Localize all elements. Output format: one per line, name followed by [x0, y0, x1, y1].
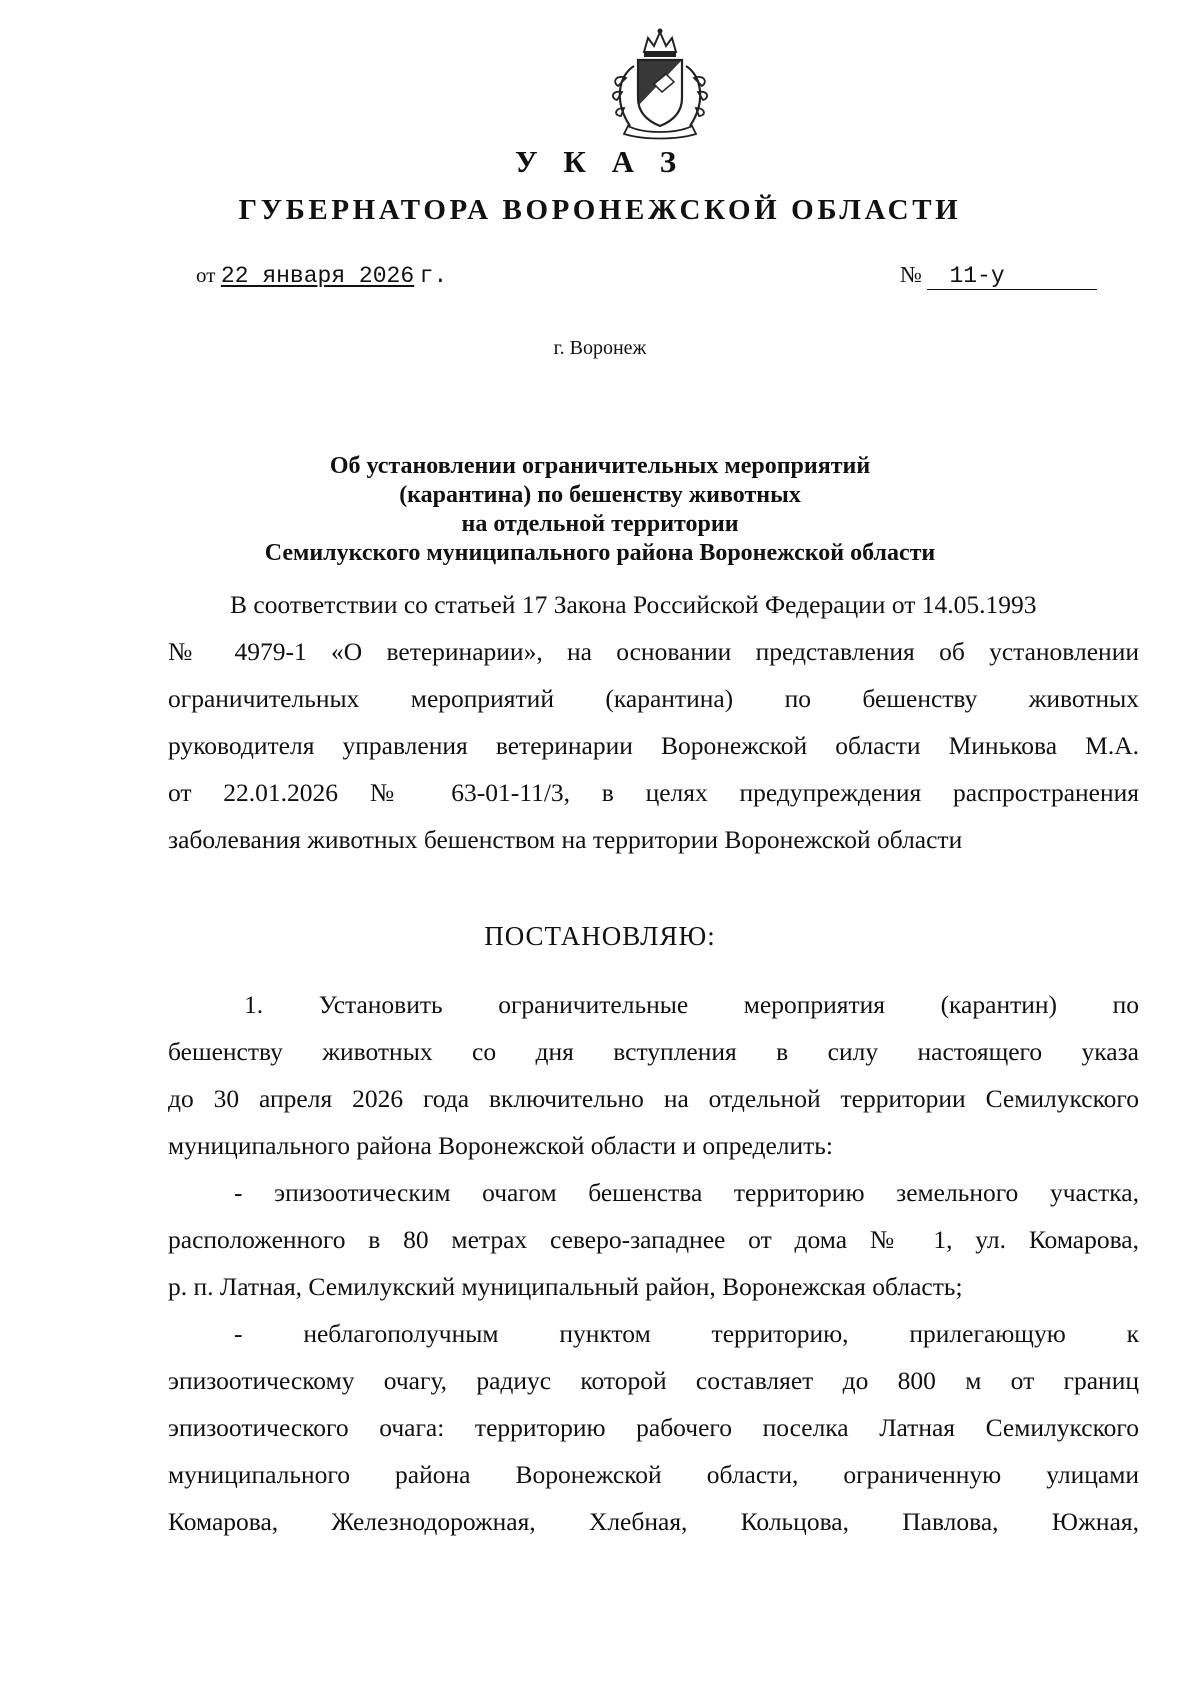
- heading-line: Об установлении ограничительных мероприятий: [329, 453, 871, 479]
- document-heading: [0, 452, 1200, 568]
- body-line: эпизоотического очага: территорию рабочего поселка Латная Семилукского: [168, 1413, 1139, 1442]
- date-field: [196, 260, 447, 291]
- body-line: до 30 апреля 2026 года включительно на отдельной территории Семилукского: [168, 1084, 1139, 1113]
- body-line: расположенного в 80 метрах северо-западнее от дома № 1, ул. Комарова,: [168, 1225, 1139, 1254]
- body-line: бешенству животных со дня вступления в силу настоящего указа: [168, 1037, 1139, 1066]
- document-type-title: У К А З: [514, 144, 686, 179]
- date-prefix: от: [196, 263, 216, 287]
- number-sign: №: [900, 262, 922, 287]
- preamble-line: руководителя управления ветеринарии Воронежской области Минькова М.А.: [168, 731, 1139, 760]
- city-label: г. Воронеж: [553, 337, 647, 359]
- body-line: муниципального района Воронежской области, ограниченную улицами: [168, 1460, 1139, 1489]
- number-field: [900, 260, 1097, 290]
- preamble-line: ограничительных мероприятий (карантина) по бешенству животных: [168, 684, 1139, 713]
- decree-word: ПОСТАНОВЛЯЮ:: [484, 921, 716, 951]
- body-line: эпизоотическому очагу, радиус которой составляет до 800 м от границ: [168, 1366, 1139, 1395]
- preamble-line: В соответствии со статьей 17 Закона Российской Федерации от 14.05.1993: [230, 590, 1037, 619]
- body-line: - неблагополучным пунктом территорию, прилегающую к: [234, 1319, 1139, 1348]
- date-suffix: г.: [419, 263, 448, 289]
- preamble-line: № 4979-1 «О ветеринарии», на основании представления об установлении: [168, 637, 1139, 666]
- body-line: Комарова, Железнодорожная, Хлебная, Кольцова, Павлова, Южная,: [168, 1507, 1139, 1536]
- date-value: 22 января 2026: [220, 263, 415, 289]
- coat-of-arms-icon: [604, 26, 716, 140]
- body-line: 1. Установить ограничительные мероприятия (карантин) по: [244, 990, 1139, 1019]
- number-value: 11-у: [927, 263, 1097, 290]
- heading-line: на отдельной территории: [461, 511, 739, 537]
- heading-line: (карантина) по бешенству животных: [399, 482, 801, 508]
- body-line: - эпизоотическим очагом бешенства территорию земельного участка,: [234, 1178, 1139, 1207]
- heading-line: Семилукского муниципального района Воронежской области: [264, 540, 936, 566]
- body-line: р. п. Латная, Семилукский муниципальный район, Воронежская область;: [168, 1272, 963, 1301]
- body-line: муниципального района Воронежской области и определить:: [168, 1131, 834, 1160]
- preamble-line: заболевания животных бешенством на территории Воронежской области: [168, 825, 963, 854]
- preamble-line: от 22.01.2026 № 63-01-11/3, в целях предупреждения распространения: [168, 778, 1139, 807]
- issuer-title: ГУБЕРНАТОРА ВОРОНЕЖСКОЙ ОБЛАСТИ: [238, 194, 962, 226]
